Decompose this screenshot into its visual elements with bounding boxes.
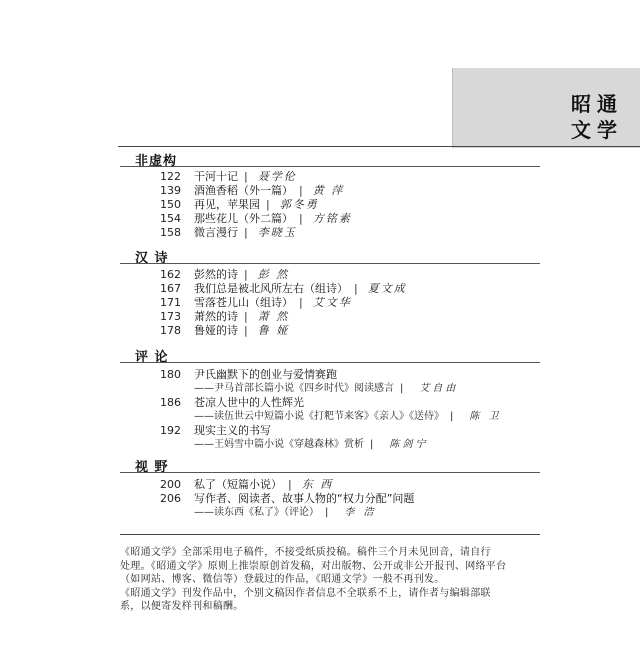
toc-entry[interactable] [160, 492, 414, 506]
entry-author: 艾自由 [419, 383, 459, 394]
notice-line: 《昭通文学》刊发作品中，个别文稿因作者信息不全联系不上，请作者与编辑部联 [120, 587, 491, 599]
entry-title: 雪落苍儿山（组诗） [194, 296, 293, 309]
page-number: 158 [160, 226, 181, 239]
section-title-vision: 视 野 [135, 460, 169, 475]
entry-title: 微言漫行 [194, 226, 238, 239]
entry-title: 萧然的诗 [194, 310, 238, 323]
section-divider [120, 472, 540, 473]
entry-title: 干河十记 [194, 170, 238, 183]
entry-author: 黄 萍 [312, 184, 345, 197]
masthead-title-line1: 昭通 [571, 92, 623, 116]
section-divider [120, 362, 540, 363]
entry-author: 艾文华 [312, 296, 352, 309]
toc-entry[interactable] [160, 268, 289, 282]
separator: | [450, 411, 454, 422]
entry-author: 李晓玉 [257, 226, 297, 239]
entry-subtitle: ——读东西《私了》（评论） [194, 507, 319, 518]
toc-entry-subtitle [194, 438, 428, 451]
entry-title: 尹氏幽默下的创业与爱情赛跑 [194, 368, 337, 381]
separator: | [370, 439, 374, 450]
toc-entry[interactable] [160, 212, 352, 226]
separator: | [354, 282, 358, 295]
toc-entry[interactable] [160, 396, 304, 410]
entry-title: 鲁娅的诗 [194, 324, 238, 337]
entry-author: 鲁 娅 [257, 324, 290, 337]
entry-title: 私了（短篇小说） [194, 478, 282, 491]
page-number: 192 [160, 424, 181, 437]
page-number: 162 [160, 268, 181, 281]
masthead-title-line2: 文学 [571, 118, 623, 142]
entry-subtitle: ——尹马首部长篇小说《四乡时代》阅读感言 [194, 383, 394, 394]
section-title-nonfiction: 非虚构 [135, 154, 178, 169]
toc-entry[interactable] [160, 296, 352, 310]
separator: | [325, 507, 329, 518]
section-divider [120, 166, 540, 167]
entry-author: 方铭素 [312, 212, 352, 225]
toc-entry[interactable] [160, 170, 297, 184]
section-title-poetry: 汉 诗 [135, 251, 169, 266]
entry-subtitle: ——读伍世云中短篇小说《打粑节来客》《亲人》《送侍》 [194, 411, 444, 422]
toc-entry[interactable] [160, 184, 344, 198]
entry-author: 东 西 [301, 478, 334, 491]
separator: | [244, 170, 248, 183]
entry-author: 萧 然 [257, 310, 290, 323]
entry-author: 陈剑宁 [389, 439, 429, 450]
entry-title: 再见，苹果园 [194, 198, 260, 211]
toc-entry-subtitle [194, 506, 377, 519]
entry-author: 聂学伦 [257, 170, 297, 183]
separator: | [244, 310, 248, 323]
toc-entry[interactable] [160, 226, 297, 240]
entry-title: 我们总是被北风所左右（组诗） [194, 282, 348, 295]
page-number: 200 [160, 478, 181, 491]
page-number: 178 [160, 324, 181, 337]
separator: | [288, 478, 292, 491]
entry-author: 陈 卫 [469, 411, 502, 422]
page-number: 186 [160, 396, 181, 409]
toc-entry[interactable] [160, 368, 337, 382]
separator: | [299, 212, 303, 225]
notice-divider [120, 534, 540, 535]
notice-line: （如网站、博客、微信等）登载过的作品，《昭通文学》一般不再刊发。 [120, 574, 445, 585]
toc-entry-subtitle [194, 382, 458, 395]
section-divider [120, 263, 540, 264]
toc-entry[interactable] [160, 198, 319, 212]
notice-line: 处理。《昭通文学》原则上推崇原创首发稿，对出版物、公开或非公开报刊、网络平台 [120, 560, 507, 572]
entry-title: 写作者、阅读者、故事人物的“权力分配”问题 [194, 492, 415, 505]
separator: | [244, 324, 248, 337]
entry-title: 酒渔香稻（外一篇） [194, 184, 293, 197]
entry-title: 苍凉人世中的人性辉光 [194, 396, 304, 409]
page-number: 139 [160, 184, 181, 197]
page-number: 150 [160, 198, 181, 211]
toc-entry[interactable] [160, 478, 333, 492]
separator: | [400, 383, 404, 394]
separator: | [299, 184, 303, 197]
entry-author: 夏文成 [367, 282, 407, 295]
notice-line: 系，以便寄发样刊和稿酬。 [120, 601, 244, 612]
separator: | [299, 296, 303, 309]
page-number: 180 [160, 368, 181, 381]
section-title-criticism: 评 论 [135, 350, 169, 365]
page-number: 167 [160, 282, 181, 295]
toc-entry[interactable] [160, 282, 407, 296]
page-number: 206 [160, 492, 181, 505]
entry-title: 那些花儿（外二篇） [194, 212, 293, 225]
separator: | [266, 198, 270, 211]
toc-entry[interactable] [160, 424, 271, 438]
entry-author: 郭冬勇 [279, 198, 319, 211]
page-number: 173 [160, 310, 181, 323]
toc-entry-subtitle [194, 410, 502, 423]
entry-author: 李 浩 [344, 507, 377, 518]
page-number: 154 [160, 212, 181, 225]
top-divider [118, 146, 640, 147]
entry-title: 彭然的诗 [194, 268, 238, 281]
page-number: 122 [160, 170, 181, 183]
submission-notice [120, 546, 550, 614]
notice-line: 《昭通文学》全部采用电子稿件，不接受纸质投稿。稿件三个月未见回音，请自行 [120, 547, 491, 558]
entry-subtitle: ——王妈雪中篇小说《穿越森林》赏析 [194, 439, 364, 450]
page-number: 171 [160, 296, 181, 309]
masthead [452, 68, 640, 148]
toc-entry[interactable] [160, 324, 289, 338]
separator: | [244, 226, 248, 239]
separator: | [244, 268, 248, 281]
toc-entry[interactable] [160, 310, 289, 324]
entry-title: 现实主义的书写 [194, 424, 271, 437]
entry-author: 彭 然 [257, 268, 290, 281]
